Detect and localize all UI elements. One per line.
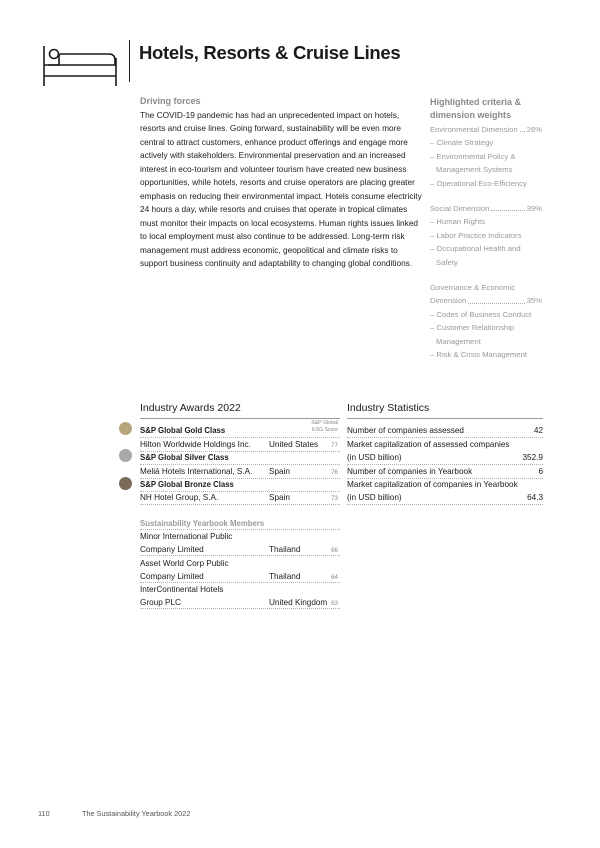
silver-class-dot [119, 449, 132, 462]
company-name: Meliá Hotels International, S.A. [140, 467, 253, 476]
criteria-item: – Labor Practice Indicators [430, 230, 522, 240]
stat-row [347, 465, 543, 479]
criteria-heading: Highlighted criteria & dimension weights [430, 97, 522, 121]
bronze-class-label-row: S&P Global Bronze Class [140, 478, 340, 492]
criteria-item: – Environmental Policy & [430, 151, 516, 161]
stat-label: Market capitalization of companies in Yearbook [347, 480, 518, 489]
criteria-list [430, 123, 542, 362]
esg-score-header: S&P Global ESG Score [311, 420, 338, 433]
awards-rule [140, 418, 340, 419]
country: Spain [269, 493, 290, 502]
stat-label: Number of companies in Yearbook [347, 467, 473, 476]
stat-row [347, 438, 543, 452]
esg-score: 73 [331, 495, 338, 502]
country: United Kingdom [269, 598, 328, 607]
company-name: Company Limited [140, 572, 204, 581]
criteria-item: – Human Rights [430, 217, 486, 227]
member-name-line: Asset World Corp Public [140, 559, 229, 568]
stat-value: 64.3 [527, 493, 543, 502]
footer-publication: The Sustainability Yearbook 2022 [82, 809, 191, 818]
criteria-item: – Risk & Crisis Management [430, 350, 527, 360]
governance-dimension: Governance & Economic [430, 283, 516, 293]
stat-label: (in USD billion) [347, 493, 402, 502]
stat-row [347, 491, 543, 505]
driving-forces-body: The COVID-19 pandemic has had an unprecedented impact on hotels, resorts and cruise lines. Going forward, sustainability will be even more central to attract customers, enhance product offerings and engage more actively with stakeholders. Environmental preservation and an increased interest in eco-tourism and volunteer tourism have created new business opportunities, while hotels, resorts and cruise operators are placing greater emphasis on reducing their environmental impact. Hotels consume electricity 24 hours a day, while resorts and cruises that operate in tropical climates must monitor their impacts on local ecosystems. Human rights issues linked to local employment must also continue to be addressed. Long-term risk management must address economic, geopolitical and climate risks to support business continuity and adaptability to changing global conditions. [140, 110, 422, 268]
stat-value: 352.9 [522, 453, 543, 462]
members-heading: Sustainability Yearbook Members [140, 517, 340, 530]
criteria-item: – Customer Relationship [430, 323, 515, 333]
gold-class-label-row: S&P Global Gold Class [140, 424, 340, 438]
criteria-item: – Climate Strategy [430, 138, 494, 148]
criteria-item: Safety [436, 257, 458, 267]
page-number: 110 [38, 809, 50, 818]
bed-icon [43, 44, 117, 88]
stat-value: 6 [538, 467, 543, 476]
stat-label: (in USD billion) [347, 453, 402, 462]
criteria-item: – Occupational Health and [430, 244, 521, 254]
company-name: Company Limited [140, 545, 204, 554]
table-row [140, 438, 340, 452]
stat-row [347, 424, 543, 438]
page-title: Hotels, Resorts & Cruise Lines [139, 42, 401, 63]
member-name-line: Minor International Public [140, 532, 233, 541]
table-row [140, 570, 340, 583]
esg-score: 66 [331, 547, 338, 554]
table-row [140, 465, 340, 479]
environmental-dimension: Environmental Dimension 26% [430, 125, 542, 134]
social-dimension: Social Dimension 39% [430, 204, 542, 214]
header-divider [129, 40, 130, 82]
stat-value: 42 [533, 426, 543, 435]
country: Spain [269, 467, 290, 476]
stat-label: Number of companies assessed [347, 426, 464, 435]
esg-score: 64 [331, 574, 338, 581]
stat-row [347, 478, 543, 492]
criteria-item: – Operational Eco-Efficiency [430, 178, 527, 188]
company-name: Group PLC [140, 598, 181, 607]
gold-class-dot [119, 422, 132, 435]
company-name: NH Hotel Group, S.A. [140, 493, 219, 502]
bronze-class-dot [119, 477, 132, 490]
stat-row [347, 451, 543, 465]
criteria-item: – Codes of Business Conduct [430, 309, 532, 319]
table-row [140, 491, 340, 505]
awards-title: Industry Awards 2022 [140, 402, 241, 414]
driving-forces-heading: Driving forces [140, 96, 201, 106]
criteria-item: Management [436, 336, 481, 346]
criteria-item: Management Systems [436, 165, 513, 175]
member-name-line: InterContinental Hotels [140, 585, 224, 594]
country: Thailand [269, 572, 301, 581]
governance-dimension-weight: Dimension 35% [430, 296, 542, 306]
esg-score: 77 [331, 442, 338, 449]
stat-label: Market capitalization of assessed companies [347, 440, 510, 449]
silver-class-label-row: S&P Global Silver Class [140, 451, 340, 465]
statistics-title: Industry Statistics [347, 402, 430, 414]
country: Thailand [269, 545, 301, 554]
table-row [140, 543, 340, 556]
statistics-rule [347, 418, 543, 419]
company-name: Hilton Worldwide Holdings Inc. [140, 440, 251, 449]
esg-score: 76 [331, 469, 338, 476]
country: United States [269, 440, 319, 449]
esg-score: 63 [331, 600, 338, 607]
table-row [140, 596, 340, 609]
